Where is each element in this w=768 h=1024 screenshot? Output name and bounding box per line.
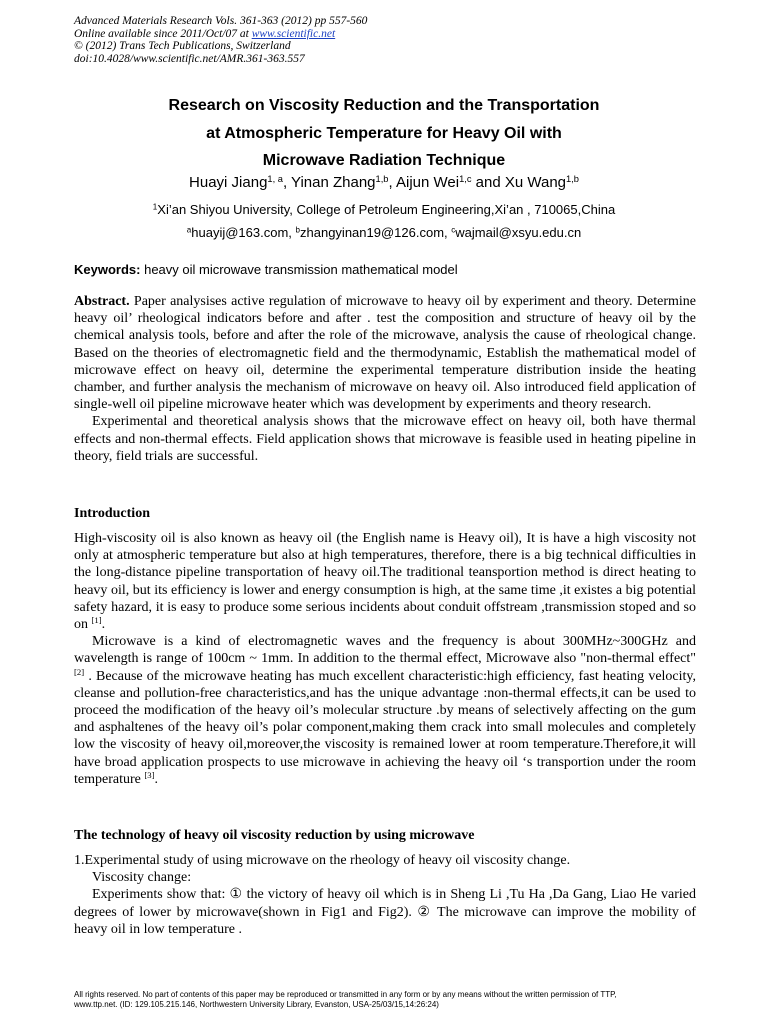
body-line: Viscosity change:: [92, 870, 192, 886]
journal-header: [74, 15, 367, 65]
copyright-line: © (2012) Trans Tech Publications, Switzerland: [74, 40, 291, 52]
abstract-paragraph: Experimental and theoretical analysis shows that the microwave effect on heavy oil, both have thermal effects and non-thermal effects. Field application shows that microwave is feasible used in heating pipeline in theory, field trials are successful.: [74, 414, 696, 464]
keywords-text: heavy oil microwave transmission mathematical model: [144, 262, 458, 277]
online-availability: Online available since 2011/Oct/07 at www.scientific.net: [74, 27, 336, 40]
keywords-label: Keywords:: [74, 262, 141, 277]
rights-footer: All rights reserved. No part of contents of this paper may be reproduced or transmitted in any form or by any means without the written permission of TTP, www.ttp.net. (ID: 129.105.215.146, Northwestern University Library, Evanston, USA-25/03/15,14:26:24): [74, 990, 617, 1009]
technology-body: [74, 852, 696, 938]
abstract-label: Abstract.: [74, 294, 130, 309]
citation-ref: [1]: [91, 615, 102, 626]
introduction-body: [74, 530, 696, 788]
doi-line: doi:10.4028/www.scientific.net/AMR.361-363.557: [74, 52, 305, 65]
body-paragraph: Experiments show that: ① the victory of heavy oil which is in Sheng Li ,Tu Ha ,Da Gang, Liao He varied degrees of lower by microwave(shown in Fig1 and Fig2). ② The microwave can improve the mobility of heavy oil in low temperature .: [74, 887, 696, 937]
affiliation: $^1$Xi’an Shiyou University, College of Petroleum Engineering,Xi’an , 710065,China: [152, 202, 616, 217]
body-paragraph: Microwave is a kind of electromagnetic waves and the frequency is about 300MHz~300GHz and wavelength is range of 100cm ~ 1mm. In addition to the thermal effect, Microwave also "non-thermal effect" [2] . Because of the microwave heating has much excellent characteristic:high efficiency, fast heating velocity, cleanse and pollution-free characteristics,and has the unique advantage :non-thermal effects,it can be used to proceed the modification of the heavy oil’s molecular structure .by means of selectively affecting on the gum and asphaltenes of the heavy oil’s polar component,making them crack into small molecules and completely low the viscosity of heavy oil,moreover,the viscosity is remained lower at room temperature.Therefore,it will have broad application prospects to use microwave in achieving the heavy oil ‘s transportion under the room temperature [3].: [74, 634, 697, 787]
keywords: [74, 262, 458, 277]
section-heading: The technology of heavy oil viscosity reduction by using microwave: [74, 828, 475, 843]
citation-ref: [3]: [144, 770, 155, 781]
paper-title: Research on Viscosity Reduction and the Transportation at Atmospheric Temperature for Heavy Oil with Microwave Radiation Technique: [168, 97, 600, 169]
author-emails: $^a$huayij@163.com, $^b$zhangyinan19@126.com, $^c$wajmail@xsyu.edu.cn: [186, 225, 582, 240]
body-paragraph: High-viscosity oil is also known as heavy oil (the English name is Heavy oil), It is have a high viscosity not only at atmospheric temperature but also at high temperatures, therefore, there is a big technical difficulties in the long-distance pipeline transportation of heavy oil.The traditional teansportion method is direct heating to heavy oil, but its efficiency is lower and energy consumption is high, at the same time ,it existes a big potential safety hazard, it is easy to produce some serious incidents about conduit offstream ,transmission stoped and so on [1].: [74, 531, 696, 633]
author: Xu Wang: [504, 174, 567, 191]
introduction-heading: Introduction: [74, 506, 150, 521]
email: wajmail@xsyu.edu.cn: [455, 225, 582, 240]
email: huayij@163.com: [191, 225, 289, 240]
abstract-paragraph: Abstract. Paper analysises active regulation of microwave to heavy oil by experiment and theory. Determine heavy oil’ rheological indicators before and after . test the composition and structure of heavy oil by the chemical analysis tools, before and after the role of the microwave, analysis the cause of rheological change. Based on the theories of electromagnetic field and the thermodynamic, Establish the mathematical model of microwave effect on heavy oil, determine the experimental temperature distribution inside the heating chamber, and further analysis the mechanism of microwave on heavy oil. Also introduced field application of single-well oil pipeline microwave heater which was development by experiments and theory research.: [74, 294, 697, 413]
author-list: Huayi Jiang$^{1, a}$, Yinan Zhang$^{1,b}$, Aijun Wei$^{1,c}$ and Xu Wang$^{1,b}$: [189, 173, 579, 191]
publisher-link[interactable]: www.scientific.net: [251, 27, 336, 40]
journal-citation: Advanced Materials Research Vols. 361-363 (2012) pp 557-560: [74, 15, 368, 27]
author: Huayi Jiang: [189, 174, 268, 191]
author: Yinan Zhang: [291, 174, 376, 191]
body-line: 1.Experimental study of using microwave on the rheology of heavy oil viscosity change.: [74, 853, 571, 868]
citation-ref: [2]: [74, 666, 85, 677]
abstract: [74, 293, 696, 465]
email: zhangyinan19@126.com: [300, 225, 445, 240]
author: Aijun Wei: [395, 174, 460, 191]
